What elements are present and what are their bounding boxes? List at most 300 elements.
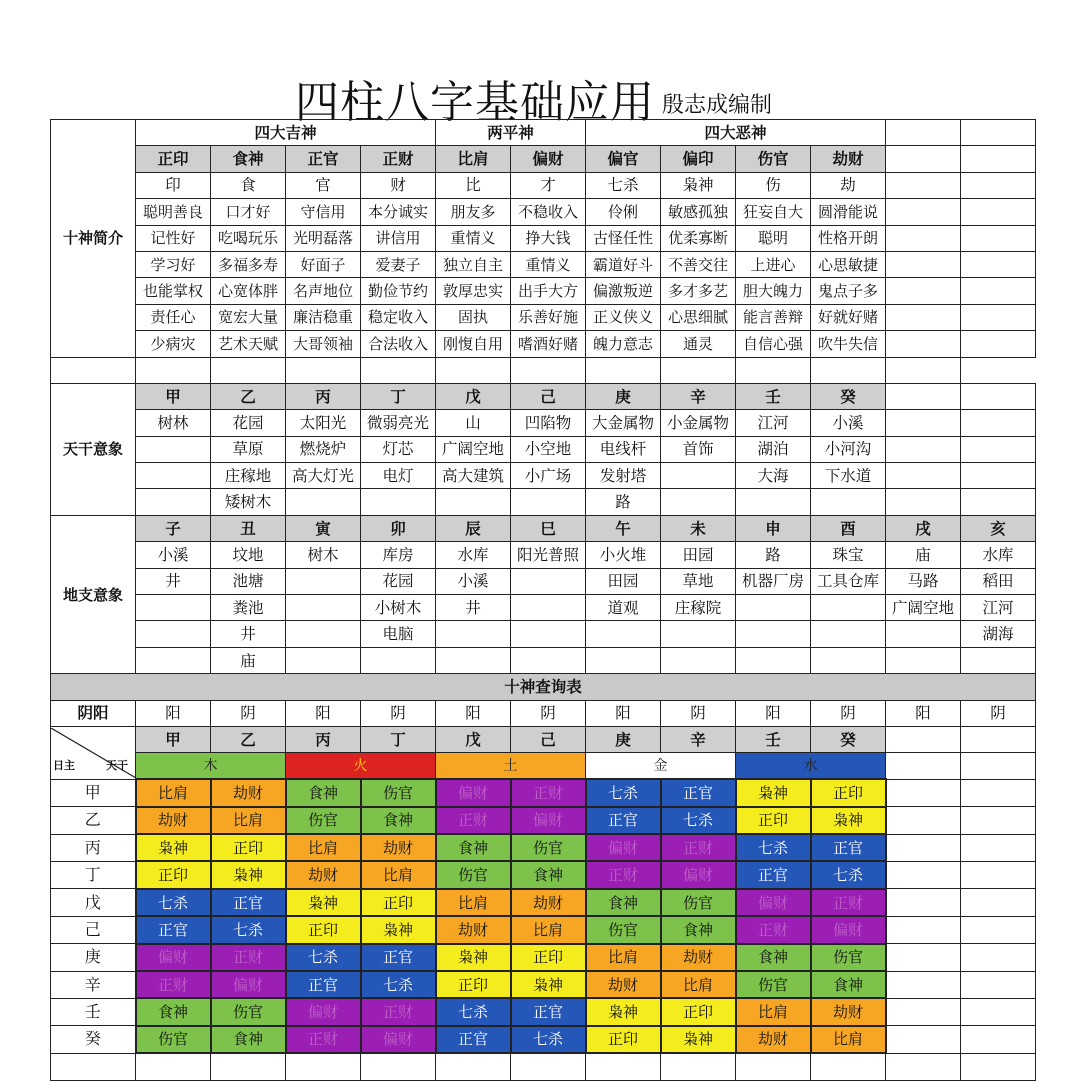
trait-cell: 敦厚忠实	[436, 278, 511, 304]
stem-image-cell: 小空地	[511, 436, 586, 462]
lookup-stem-header: 辛	[661, 726, 736, 752]
trait-cell: 吃喝玩乐	[211, 225, 286, 251]
branch-image-cell	[361, 647, 436, 673]
trait-cell: 名声地位	[286, 278, 361, 304]
table-cell	[886, 278, 961, 304]
trait-cell: 通灵	[661, 331, 736, 357]
ten-god-short: 财	[361, 172, 436, 198]
table-cell	[961, 383, 1036, 409]
branch-image-cell: 小溪	[136, 542, 211, 568]
trait-cell: 吹牛失信	[811, 331, 886, 357]
stem-image-cell: 燃烧炉	[286, 436, 361, 462]
lookup-god-cell: 正官	[436, 1026, 511, 1053]
table-cell	[961, 146, 1036, 172]
lookup-god-cell: 枭神	[736, 779, 811, 806]
lookup-god-cell: 比肩	[586, 944, 661, 971]
table-cell	[961, 251, 1036, 277]
trait-cell: 挣大钱	[511, 225, 586, 251]
stem-image-cell: 花园	[211, 410, 286, 436]
ten-god-name: 食神	[211, 146, 286, 172]
branch-image-cell	[736, 595, 811, 621]
ten-god-short: 比	[436, 172, 511, 198]
lookup-god-cell: 七杀	[136, 889, 211, 916]
lookup-god-cell: 七杀	[361, 971, 436, 998]
table-cell	[661, 357, 736, 383]
lookup-god-cell: 正官	[136, 916, 211, 943]
yinyang-cell: 阴	[811, 700, 886, 726]
branch-image-cell	[136, 621, 211, 647]
table-cell	[886, 916, 961, 943]
lookup-god-cell: 偏财	[436, 779, 511, 806]
branch-image-cell: 工具仓库	[811, 568, 886, 594]
trait-cell: 记性好	[136, 225, 211, 251]
lookup-god-cell: 劫财	[361, 834, 436, 861]
lookup-god-cell: 劫财	[211, 779, 286, 806]
trait-cell: 守信用	[286, 199, 361, 225]
lookup-god-cell: 正印	[436, 971, 511, 998]
table-cell	[886, 889, 961, 916]
lookup-god-cell: 偏财	[586, 834, 661, 861]
lookup-god-cell: 食神	[661, 916, 736, 943]
branch-image-cell: 湖海	[961, 621, 1036, 647]
lookup-stem-header: 癸	[811, 726, 886, 752]
lookup-god-cell: 食神	[136, 998, 211, 1025]
lookup-god-cell: 劫财	[736, 1026, 811, 1053]
lookup-god-cell: 正印	[511, 944, 586, 971]
table-cell	[136, 1053, 211, 1080]
branch-image-cell: 庄稼院	[661, 595, 736, 621]
trait-cell: 艺术天赋	[211, 331, 286, 357]
branch-image-cell: 稻田	[961, 568, 1036, 594]
lookup-god-cell: 食神	[811, 971, 886, 998]
branch-image-cell: 电脑	[361, 621, 436, 647]
branch-image-cell	[511, 595, 586, 621]
lookup-god-cell: 正官	[211, 889, 286, 916]
branch-image-cell: 树木	[286, 542, 361, 568]
table-cell	[961, 304, 1036, 330]
lookup-stem-header: 丁	[361, 726, 436, 752]
trait-cell: 乐善好施	[511, 304, 586, 330]
trait-cell: 少病灾	[136, 331, 211, 357]
daymaster-stem: 甲	[51, 779, 136, 806]
lookup-god-cell: 正印	[586, 1026, 661, 1053]
branch-header: 丑	[211, 515, 286, 541]
stem-image-cell: 路	[586, 489, 661, 515]
lookup-god-cell: 偏财	[361, 1026, 436, 1053]
branch-header: 巳	[511, 515, 586, 541]
lookup-god-cell: 伤官	[586, 916, 661, 943]
branch-header: 亥	[961, 515, 1036, 541]
branch-image-cell: 田园	[661, 542, 736, 568]
branch-image-cell: 粪池	[211, 595, 286, 621]
trait-cell: 独立自主	[436, 251, 511, 277]
branch-image-cell	[511, 621, 586, 647]
branch-image-cell	[811, 621, 886, 647]
branch-image-cell: 道观	[586, 595, 661, 621]
table-cell	[51, 357, 136, 383]
table-cell	[886, 199, 961, 225]
branch-image-cell: 庙	[886, 542, 961, 568]
table-cell	[961, 834, 1036, 861]
branch-image-cell: 广阔空地	[886, 595, 961, 621]
lookup-god-cell: 劫财	[586, 971, 661, 998]
branch-header: 午	[586, 515, 661, 541]
trait-cell: 霸道好斗	[586, 251, 661, 277]
stem-image-cell: 广阔空地	[436, 436, 511, 462]
lookup-god-cell: 枭神	[286, 889, 361, 916]
branch-image-cell	[286, 568, 361, 594]
stem-image-cell: 大海	[736, 463, 811, 489]
lookup-god-cell: 食神	[286, 779, 361, 806]
trait-cell: 责任心	[136, 304, 211, 330]
element-band: 土	[436, 753, 586, 779]
table-cell	[961, 779, 1036, 806]
daymaster-stem: 庚	[51, 944, 136, 971]
table-cell	[436, 1053, 511, 1080]
table-cell	[886, 463, 961, 489]
ten-god-name: 正官	[286, 146, 361, 172]
ten-god-name: 偏官	[586, 146, 661, 172]
ten-god-short: 劫	[811, 172, 886, 198]
trait-cell: 心思敏捷	[811, 251, 886, 277]
lookup-god-cell: 正官	[511, 998, 586, 1025]
lookup-god-cell: 偏财	[211, 971, 286, 998]
table-cell	[886, 1026, 961, 1053]
lookup-stem-header: 己	[511, 726, 586, 752]
trait-cell: 狂妄自大	[736, 199, 811, 225]
table-cell	[961, 225, 1036, 251]
stem-image-cell	[136, 489, 211, 515]
table-cell	[886, 861, 961, 888]
stem-image-cell: 树林	[136, 410, 211, 436]
corner-cell	[51, 726, 136, 779]
lookup-god-cell: 枭神	[511, 971, 586, 998]
ten-god-short: 印	[136, 172, 211, 198]
ten-god-name: 偏财	[511, 146, 586, 172]
stem-image-cell: 电灯	[361, 463, 436, 489]
table-cell	[961, 807, 1036, 834]
table-cell	[286, 357, 361, 383]
lookup-god-cell: 枭神	[136, 834, 211, 861]
table-cell	[436, 357, 511, 383]
ten-god-short: 官	[286, 172, 361, 198]
trait-cell: 敏感孤独	[661, 199, 736, 225]
stem-image-cell: 湖泊	[736, 436, 811, 462]
table-cell	[811, 1053, 886, 1080]
stem-image-cell	[136, 463, 211, 489]
lookup-god-cell: 伤官	[136, 1026, 211, 1053]
trait-cell: 刚愎自用	[436, 331, 511, 357]
lookup-god-cell: 正官	[286, 971, 361, 998]
branch-image-cell: 江河	[961, 595, 1036, 621]
stem-image-cell: 庄稼地	[211, 463, 286, 489]
daymaster-stem: 辛	[51, 971, 136, 998]
lookup-god-cell: 七杀	[511, 1026, 586, 1053]
group-header-malefic: 四大恶神	[586, 120, 886, 146]
lookup-god-cell: 七杀	[811, 861, 886, 888]
lookup-god-cell: 食神	[436, 834, 511, 861]
table-cell	[886, 436, 961, 462]
branch-image-cell	[661, 621, 736, 647]
table-cell	[136, 357, 211, 383]
lookup-god-cell: 伤官	[511, 834, 586, 861]
lookup-god-cell: 伤官	[811, 944, 886, 971]
table-cell	[961, 726, 1036, 752]
branch-header: 卯	[361, 515, 436, 541]
lookup-god-cell: 比肩	[436, 889, 511, 916]
table-cell	[961, 889, 1036, 916]
lookup-god-cell: 正财	[811, 889, 886, 916]
table-cell	[886, 251, 961, 277]
yinyang-cell: 阴	[661, 700, 736, 726]
branch-header: 子	[136, 515, 211, 541]
lookup-god-cell: 比肩	[361, 861, 436, 888]
trait-cell: 固执	[436, 304, 511, 330]
table-cell	[961, 463, 1036, 489]
branch-image-cell	[511, 568, 586, 594]
branch-image-cell	[661, 647, 736, 673]
lookup-god-cell: 偏财	[661, 861, 736, 888]
table-cell	[886, 146, 961, 172]
ten-god-short: 食	[211, 172, 286, 198]
lookup-god-cell: 伤官	[661, 889, 736, 916]
branch-image-cell	[286, 621, 361, 647]
table-cell	[361, 357, 436, 383]
table-cell	[661, 1053, 736, 1080]
lookup-god-cell: 正官	[736, 861, 811, 888]
branch-image-cell	[286, 595, 361, 621]
branch-image-cell	[286, 647, 361, 673]
table-cell	[886, 357, 961, 383]
lookup-stem-header: 甲	[136, 726, 211, 752]
lookup-god-cell: 劫财	[136, 807, 211, 834]
stem-image-cell	[736, 489, 811, 515]
lookup-god-cell: 伤官	[286, 807, 361, 834]
section-label-branches: 地支意象	[51, 515, 136, 673]
lookup-god-cell: 劫财	[436, 916, 511, 943]
trait-cell: 优柔寡断	[661, 225, 736, 251]
bazi-reference-table	[50, 119, 1036, 1081]
branch-image-cell: 井	[136, 568, 211, 594]
branch-image-cell	[811, 595, 886, 621]
yinyang-cell: 阳	[436, 700, 511, 726]
branch-image-cell	[136, 595, 211, 621]
table-cell	[886, 489, 961, 515]
ten-god-short: 伤	[736, 172, 811, 198]
stem-header: 甲	[136, 383, 211, 409]
table-cell	[511, 357, 586, 383]
lookup-stem-header: 庚	[586, 726, 661, 752]
branch-image-cell	[961, 647, 1036, 673]
lookup-god-cell: 正印	[811, 779, 886, 806]
table-cell	[961, 753, 1036, 779]
branch-image-cell: 路	[736, 542, 811, 568]
trait-cell: 不稳收入	[511, 199, 586, 225]
branch-image-cell: 田园	[586, 568, 661, 594]
trait-cell: 聪明	[736, 225, 811, 251]
trait-cell: 口才好	[211, 199, 286, 225]
lookup-stem-header: 丙	[286, 726, 361, 752]
trait-cell: 宽宏大量	[211, 304, 286, 330]
branch-image-cell: 庙	[211, 647, 286, 673]
table-cell	[886, 998, 961, 1025]
lookup-god-cell: 枭神	[361, 916, 436, 943]
lookup-god-cell: 正官	[811, 834, 886, 861]
stem-image-cell: 小溪	[811, 410, 886, 436]
lookup-god-cell: 正财	[136, 971, 211, 998]
table-cell	[961, 916, 1036, 943]
group-header-neutral: 两平神	[436, 120, 586, 146]
table-cell	[961, 489, 1036, 515]
trait-cell: 胆大魄力	[736, 278, 811, 304]
daymaster-stem: 壬	[51, 998, 136, 1025]
table-cell	[886, 971, 961, 998]
lookup-god-cell: 七杀	[211, 916, 286, 943]
lookup-title: 十神查询表	[51, 674, 1036, 700]
stem-header: 壬	[736, 383, 811, 409]
lookup-god-cell: 伤官	[736, 971, 811, 998]
ten-god-name: 伤官	[736, 146, 811, 172]
lookup-god-cell: 枭神	[586, 998, 661, 1025]
ten-god-name: 偏印	[661, 146, 736, 172]
yinyang-cell: 阳	[736, 700, 811, 726]
trait-cell: 重情义	[511, 251, 586, 277]
lookup-god-cell: 正财	[361, 998, 436, 1025]
table-cell	[961, 998, 1036, 1025]
stem-image-cell: 江河	[736, 410, 811, 436]
table-cell	[961, 331, 1036, 357]
trait-cell: 伶俐	[586, 199, 661, 225]
lookup-god-cell: 伤官	[361, 779, 436, 806]
daymaster-stem: 乙	[51, 807, 136, 834]
lookup-god-cell: 食神	[511, 861, 586, 888]
trait-cell: 心思细腻	[661, 304, 736, 330]
stem-image-cell: 小金属物	[661, 410, 736, 436]
yinyang-cell: 阳	[886, 700, 961, 726]
ten-god-short: 才	[511, 172, 586, 198]
corner-daymaster-label: 日主	[53, 758, 75, 772]
branch-image-cell: 机器厂房	[736, 568, 811, 594]
trait-cell: 古怪任性	[586, 225, 661, 251]
trait-cell: 多福多寿	[211, 251, 286, 277]
ten-god-short: 七杀	[586, 172, 661, 198]
trait-cell: 学习好	[136, 251, 211, 277]
yinyang-label: 阴阳	[51, 700, 136, 726]
lookup-god-cell: 枭神	[661, 1026, 736, 1053]
lookup-god-cell: 比肩	[286, 834, 361, 861]
trait-cell: 讲信用	[361, 225, 436, 251]
author-credit: 殷志成编制	[662, 93, 773, 118]
trait-cell: 朋友多	[436, 199, 511, 225]
lookup-god-cell: 正印	[211, 834, 286, 861]
branch-image-cell: 珠宝	[811, 542, 886, 568]
table-cell	[961, 861, 1036, 888]
lookup-god-cell: 食神	[361, 807, 436, 834]
stem-image-cell	[361, 489, 436, 515]
stem-header: 乙	[211, 383, 286, 409]
table-cell	[961, 278, 1036, 304]
trait-cell: 多才多艺	[661, 278, 736, 304]
daymaster-stem: 戊	[51, 889, 136, 916]
branch-image-cell: 花园	[361, 568, 436, 594]
ten-god-short: 枭神	[661, 172, 736, 198]
trait-cell: 光明磊落	[286, 225, 361, 251]
lookup-stem-header: 乙	[211, 726, 286, 752]
table-cell	[886, 1053, 961, 1080]
stem-image-cell: 矮树木	[211, 489, 286, 515]
trait-cell: 大哥领袖	[286, 331, 361, 357]
branch-image-cell: 小溪	[436, 568, 511, 594]
stem-header: 庚	[586, 383, 661, 409]
table-cell	[961, 1026, 1036, 1053]
stem-image-cell	[811, 489, 886, 515]
stem-image-cell	[511, 489, 586, 515]
branch-image-cell: 小火堆	[586, 542, 661, 568]
branch-image-cell	[811, 647, 886, 673]
table-cell	[961, 971, 1036, 998]
element-band: 水	[736, 753, 886, 779]
group-header-auspicious: 四大吉神	[136, 120, 436, 146]
stem-header: 戊	[436, 383, 511, 409]
trait-cell: 魄力意志	[586, 331, 661, 357]
stem-header: 己	[511, 383, 586, 409]
lookup-god-cell: 正财	[586, 861, 661, 888]
trait-cell: 嗜酒好赌	[511, 331, 586, 357]
lookup-god-cell: 正财	[211, 944, 286, 971]
stem-image-cell: 草原	[211, 436, 286, 462]
lookup-god-cell: 正财	[436, 807, 511, 834]
lookup-god-cell: 偏财	[511, 807, 586, 834]
element-band: 金	[586, 753, 736, 779]
lookup-god-cell: 偏财	[286, 998, 361, 1025]
table-cell	[961, 1053, 1036, 1080]
table-cell	[961, 120, 1036, 146]
yinyang-cell: 阴	[511, 700, 586, 726]
table-cell	[886, 944, 961, 971]
ten-god-name: 正财	[361, 146, 436, 172]
yinyang-cell: 阳	[586, 700, 661, 726]
trait-cell: 勤俭节约	[361, 278, 436, 304]
yinyang-cell: 阳	[286, 700, 361, 726]
stem-image-cell: 电线杆	[586, 436, 661, 462]
stem-header: 辛	[661, 383, 736, 409]
lookup-god-cell: 比肩	[811, 1026, 886, 1053]
stem-image-cell: 高大建筑	[436, 463, 511, 489]
trait-cell: 好面子	[286, 251, 361, 277]
corner-diagonal	[51, 728, 135, 778]
trait-cell: 圆滑能说	[811, 199, 886, 225]
lookup-god-cell: 比肩	[661, 971, 736, 998]
branch-header: 戌	[886, 515, 961, 541]
table-cell	[736, 357, 811, 383]
branch-header: 未	[661, 515, 736, 541]
table-cell	[886, 807, 961, 834]
branch-image-cell	[736, 621, 811, 647]
lookup-god-cell: 正财	[736, 916, 811, 943]
lookup-god-cell: 劫财	[286, 861, 361, 888]
corner-stem-label: 天干	[106, 758, 128, 772]
table-cell	[736, 1053, 811, 1080]
table-cell	[511, 1053, 586, 1080]
trait-cell: 聪明善良	[136, 199, 211, 225]
table-cell	[51, 1053, 136, 1080]
lookup-god-cell: 偏财	[811, 916, 886, 943]
stem-image-cell: 小广场	[511, 463, 586, 489]
trait-cell: 爱妻子	[361, 251, 436, 277]
lookup-god-cell: 偏财	[736, 889, 811, 916]
table-cell	[886, 726, 961, 752]
branch-image-cell	[886, 647, 961, 673]
